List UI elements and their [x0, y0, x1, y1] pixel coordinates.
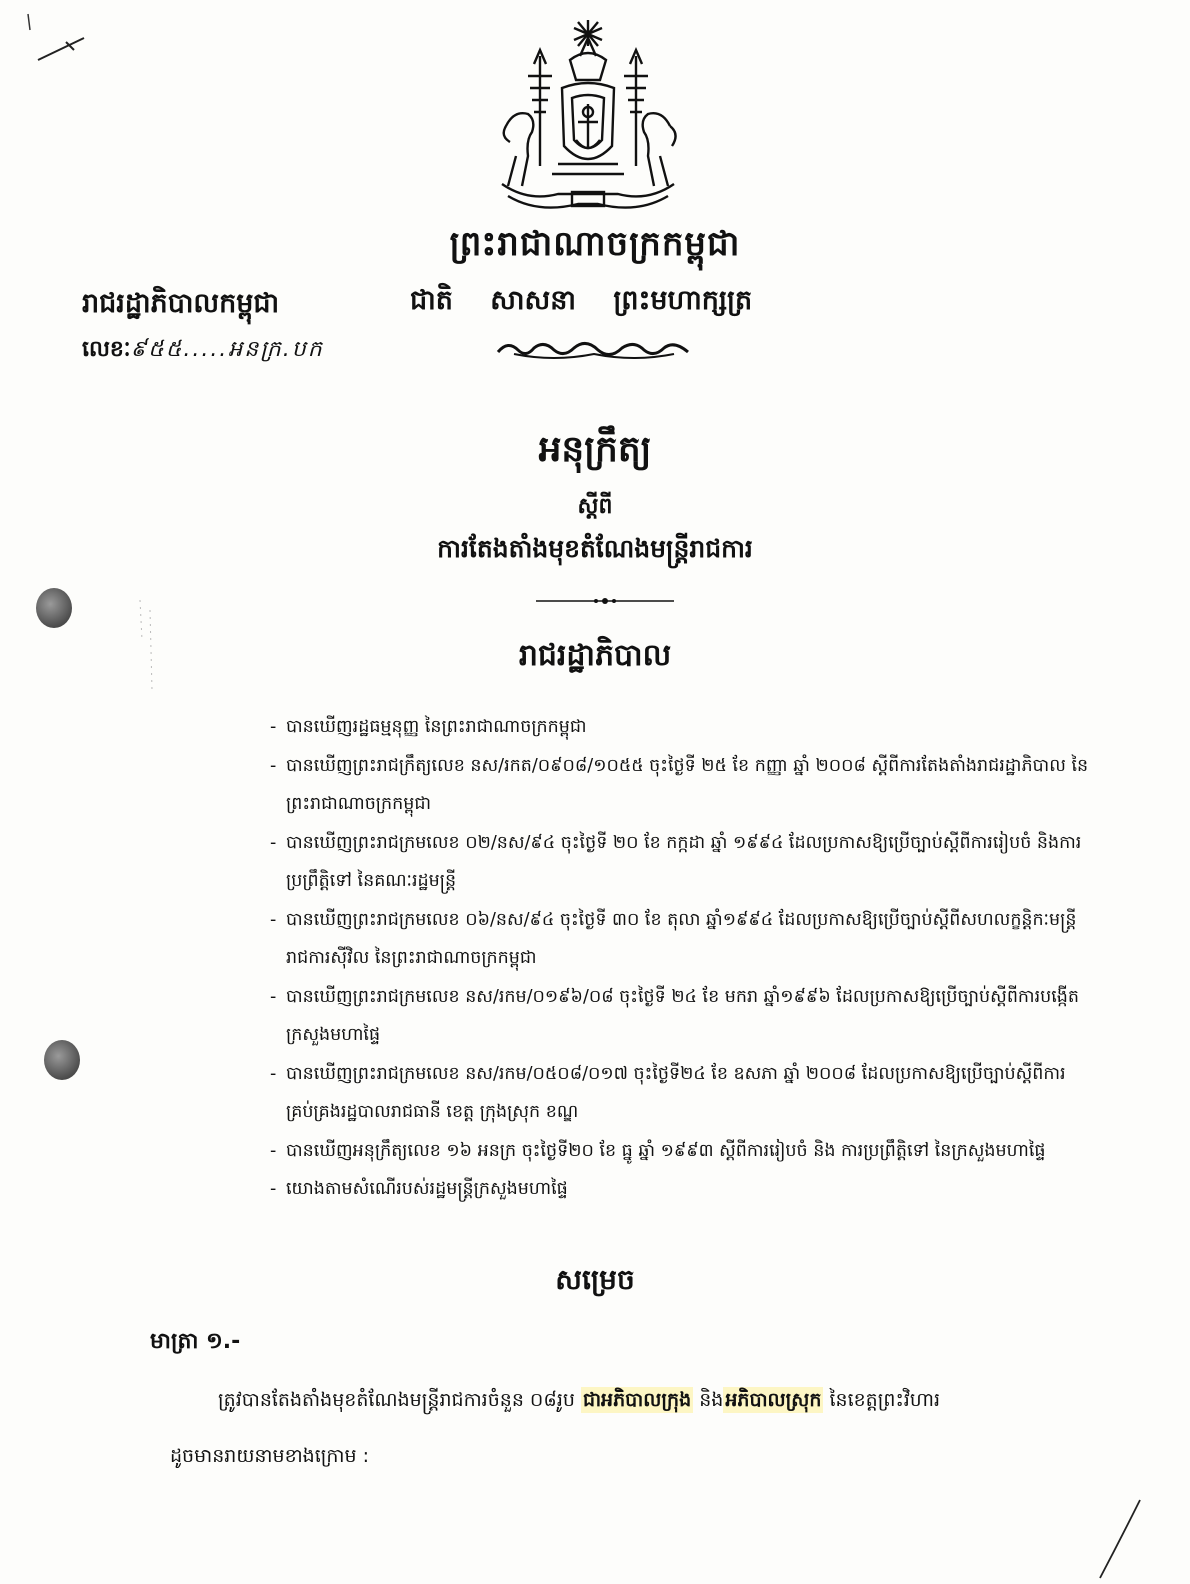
reference-item: - បានឃើញព្រះរាជក្រឹត្យលេខ នស/រកត/០៩០៨/១០៥៥ ចុះថ្ងៃទី ២៥ ខែ កញ្ញា ឆ្នាំ ២០០៨ ស្តីពីការតែងតាំងរាជរដ្ឋាភិបាល នៃព្រះរាជាណាចក្រកម្ពុជា [270, 747, 1090, 824]
highlight-city-governor: ជាអភិបាលក្រុង [582, 1389, 692, 1411]
reference-prefix: លេខៈ [82, 337, 131, 362]
reference-item: - បានឃើញព្រះរាជក្រមលេខ នស/រកម/០១៩៦/០៨ ចុះថ្ងៃទី ២៤ ខែ មករា ឆ្នាំ១៩៩៦ ដែលប្រកាសឱ្យប្រើច្បាប់ស្តីពីការបង្កើតក្រសួងមហាផ្ទៃ [270, 978, 1090, 1055]
article-1-text [170, 1372, 1090, 1484]
reference-handwritten-number: ៩៥៥.....អនក្រ.បក [130, 337, 324, 362]
article-1-label: មាត្រា ១.- [150, 1329, 241, 1354]
document-about: ស្តីពី [577, 494, 613, 519]
article-joiner: និង [699, 1389, 724, 1411]
divider-ornament [536, 594, 674, 608]
kingdom-heading: ព្រះរាជាណាចក្រកម្ពុជា [449, 224, 741, 264]
reference-item: - បានឃើញរដ្ឋធម្មនុញ្ញ នៃព្រះរាជាណាចក្រកម្ពុជា [270, 708, 1090, 747]
government-name: រាជរដ្ឋាភិបាលកម្ពុជា [82, 288, 280, 319]
ornament-flourish-icon [494, 338, 694, 362]
reference-number [82, 335, 324, 367]
legal-references-list [270, 708, 1090, 1209]
document-subject: ការតែងតាំងមុខតំណែងមន្ត្រីរាជការ [437, 534, 753, 563]
article-text-part-2: នៃខេត្តព្រះវិហារ [829, 1389, 940, 1411]
document-title: អនុក្រឹត្យ [538, 429, 652, 470]
article-text-part-3: ដូចមានរាយនាមខាងក្រោម : [170, 1445, 370, 1467]
decision-heading: សម្រេច [555, 1263, 635, 1296]
reference-item: - បានឃើញព្រះរាជក្រមលេខ នស/រកម/០៥០៨/០១៧ ចុះថ្ងៃទី២៤ ខែ ឧសភា ឆ្នាំ ២០០៨ ដែលប្រកាសឱ្យប្រើច្បាប់ស្តីពីការគ្រប់គ្រងរដ្ឋបាលរាជធានី ខេត្ត ក្រុងស្រុក ខណ្ឌ [270, 1055, 1090, 1132]
issuing-authority: រាជរដ្ឋាភិបាល [518, 638, 672, 673]
highlight-district-governor: អភិបាលស្រុក [725, 1389, 822, 1411]
national-motto: ជាតិ សាសនា ព្រះមហាក្សត្រ [410, 285, 753, 316]
reference-item: - បានឃើញព្រះរាជក្រមលេខ ០៦/នស/៩៤ ចុះថ្ងៃទី ៣០ ខែ តុលា ឆ្នាំ១៩៩៤ ដែលប្រកាសឱ្យប្រើច្បាប់ស្តីពីសហលក្ខន្តិកៈមន្ត្រីរាជការស៊ីវិល នៃព្រះរាជាណាចក្រកម្ពុជា [270, 901, 1090, 978]
reference-item: - បានឃើញអនុក្រឹត្យលេខ ១៦ អនក្រ ចុះថ្ងៃទី២០ ខែ ធ្នូ ឆ្នាំ ១៩៩៣ ស្តីពីការរៀបចំ និង ការប្រព្រឹត្តិទៅ នៃក្រសួងមហាផ្ទៃ [270, 1132, 1090, 1171]
reference-item: - យោងតាមសំណើរបស់រដ្ឋមន្ត្រីក្រសួងមហាផ្ទៃ [270, 1170, 1090, 1209]
royal-coat-of-arms-emblem [488, 16, 688, 216]
article-text-part-1: ត្រូវបានតែងតាំងមុខតំណែងមន្ត្រីរាជការចំនួន ០៨រូប [218, 1389, 575, 1411]
reference-item: - បានឃើញព្រះរាជក្រមលេខ ០២/នស/៩៤ ចុះថ្ងៃទី ២០ ខែ កក្កដា ឆ្នាំ ១៩៩៤ ដែលប្រកាសឱ្យប្រើច្បាប់ស្តីពីការរៀបចំ និងការប្រព្រឹត្តិទៅ នៃគណៈរដ្ឋមន្ត្រី [270, 824, 1090, 901]
